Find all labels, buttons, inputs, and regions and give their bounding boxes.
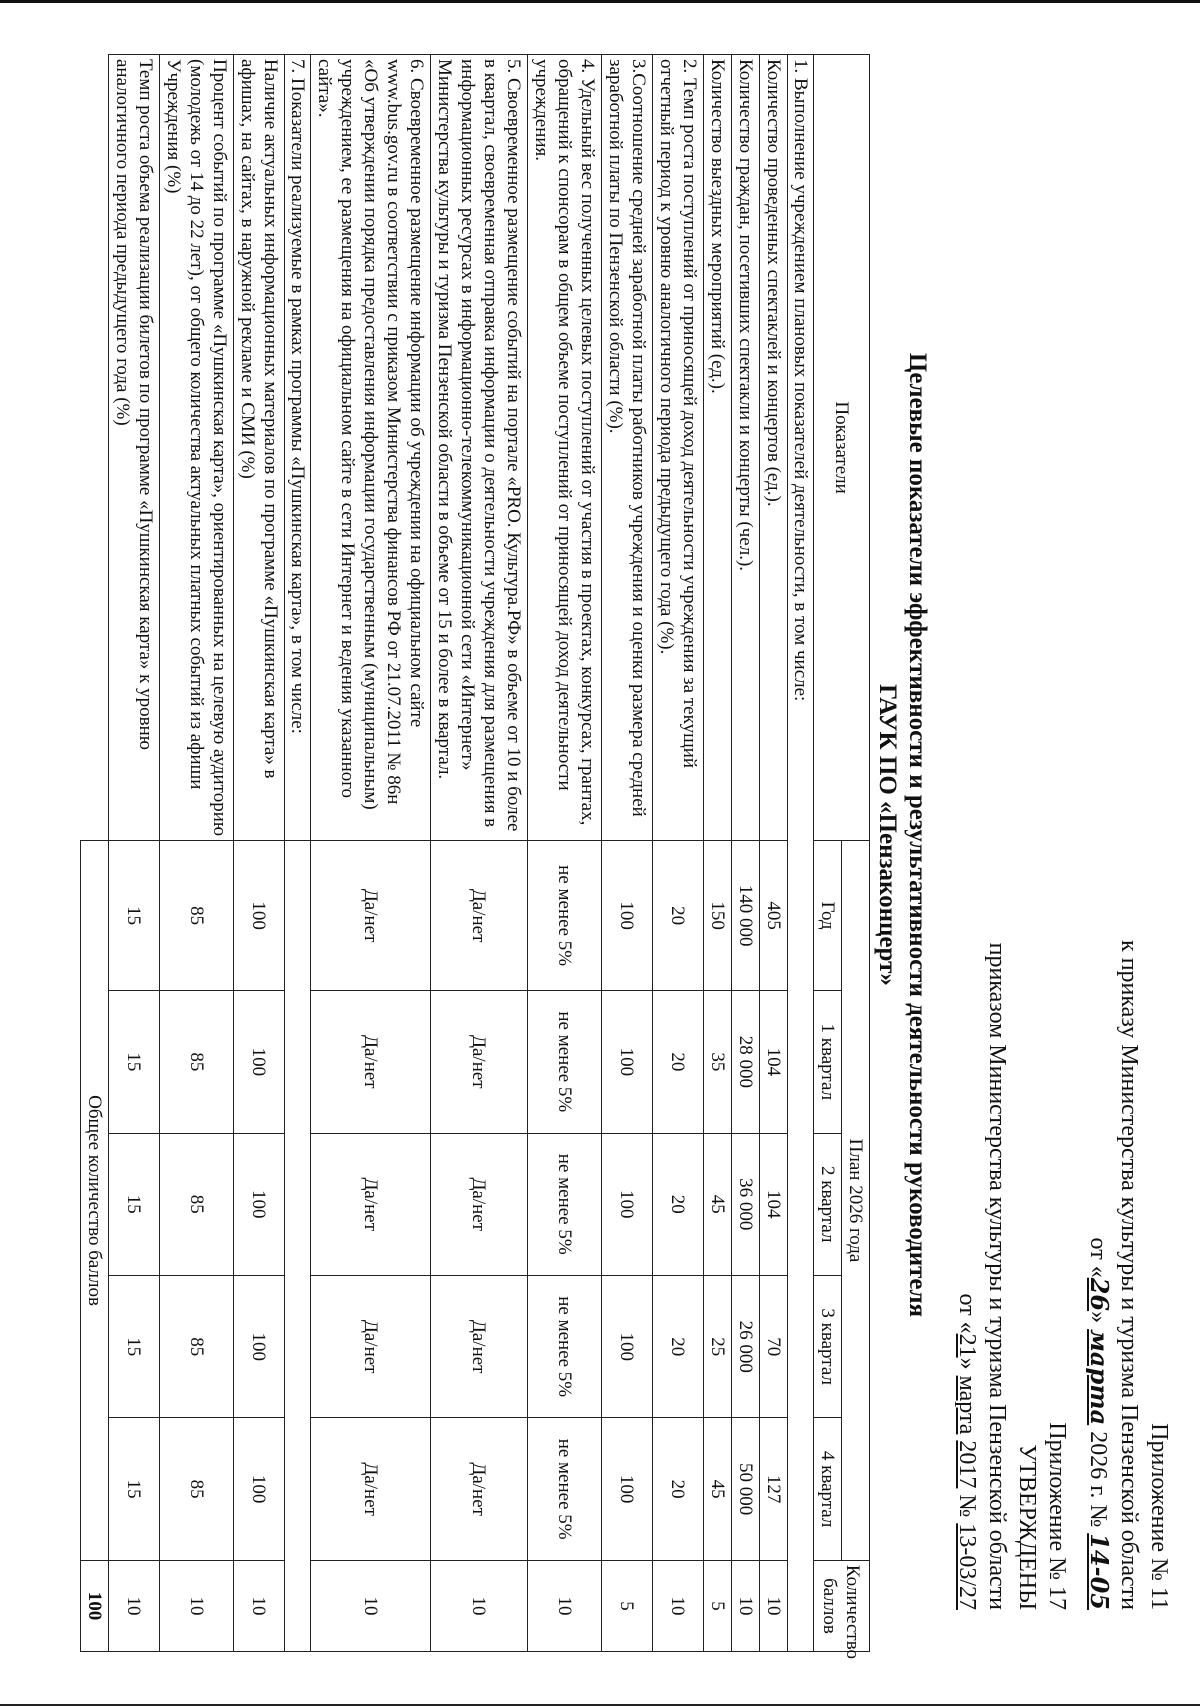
row-points: 5 (704, 1560, 732, 1651)
row-indicator: 2. Темп роста поступлений от приносящей доход деятельности учреждения за текущий отчетный период к уровню аналогичного периода предыдущего года (%). (653, 55, 704, 841)
header-q3: 3 квартал (814, 1275, 842, 1417)
row-q2: 15 (109, 1133, 160, 1275)
appendix-number: Приложение № 11 (1146, 1423, 1172, 1610)
row-q4: 100 (602, 1418, 653, 1560)
row-points: 10 (160, 1560, 234, 1651)
row-year: 405 (760, 841, 788, 991)
row-q1: Да/нет (311, 991, 431, 1133)
row-q4: 127 (760, 1418, 788, 1560)
approved-label: УТВЕРЖДЕНЫ (1014, 1444, 1040, 1610)
row-year: 100 (234, 841, 285, 991)
row-points: 10 (311, 1560, 431, 1651)
title-line-1: Целевые показатели эффективности и результативности деятельности руководителя (904, 352, 931, 1318)
row-q3: 20 (653, 1275, 704, 1417)
indicators-table (80, 54, 870, 1660)
row-indicator: Наличие актуальных информационных материалов по программе «Пушкинская карта» в афишах, на сайтах, в наружной рекламе и СМИ (%) (234, 55, 285, 841)
row-q1: 100 (234, 991, 285, 1133)
row-points: 5 (602, 1560, 653, 1651)
row-q3: Да/нет (431, 1275, 528, 1417)
row-year: 150 (704, 841, 732, 991)
row-q4: Да/нет (431, 1418, 528, 1560)
header-plan: План 2026 года (842, 841, 870, 1561)
row-indicator: Процент событий по программе «Пушкинская карта», ориентированных на целевую аудиторию (молодежь от 14 до 22 лет), от общего количества актуальных платных событий из афиши Учреждения (%) (160, 55, 234, 841)
row-indicator: Количество граждан, посетивших спектакли и концерты (чел.). (732, 55, 760, 841)
table-row (760, 55, 788, 1652)
row-q3: Да/нет (311, 1275, 431, 1417)
total-value: 100 (81, 1560, 109, 1651)
row-q3: не менее 5% (528, 1275, 602, 1417)
row-indicator: 4. Удельный вес полученных целевых поступлений от участия в проектах, конкурсах, грантах, обращений к спонсорам в общем объеме поступлений от приносящей доход деятельности учреждения. (528, 55, 602, 841)
total-row (81, 55, 109, 1652)
appendix-number-17: Приложение № 17 (1044, 1422, 1070, 1610)
row-indicator: 3.Соотношение средней заработной платы работников учреждения и оценки размера средней заработной платы по Пензенской области (%). (602, 55, 653, 841)
row-year: не менее 5% (528, 841, 602, 991)
row-q1: не менее 5% (528, 991, 602, 1133)
title-line-2: ГАУК ПО «Пензаконцерт» (874, 684, 901, 986)
document-title (872, 0, 932, 1670)
row-q4: 45 (704, 1418, 732, 1560)
table-row (602, 55, 653, 1652)
table-row (431, 55, 528, 1652)
row-points: 10 (732, 1560, 760, 1651)
section-title: 1. Выполнение учреждением плановых показателей деятельности, в том числе: (788, 55, 814, 1652)
total-empty (81, 55, 109, 841)
total-label: Общее количество баллов (81, 841, 109, 1561)
row-indicator: 5. Своевременное размещение событий на портале «PRO. Культура.РФ» в объеме от 10 и более в квартал, своевременная отправка информации о деятельности учреждения для размещения в информационных ресурсах в информационно-телекоммуникационной сети «Интернет» Министерства культуры и туризма Пензенской области в объеме от 15 и более в квартал. (431, 55, 528, 841)
row-points: 10 (234, 1560, 285, 1651)
row-year: Да/нет (311, 841, 431, 991)
row-indicator: 6. Своевременное размещение информации об учреждении на официальном сайте www.bus.gov.ru в соответствии с приказом Министерства финансов РФ от 21.07.2011 № 86н «Об утверждении порядка предоставления информации государственным (муниципальным) учреждением, ее размещения на официальном сайте в сети Интернет и ведения указанного сайта». (311, 55, 431, 841)
section-title: 7. Показатели реализуемые в рамках программы «Пушкинская карта», в том числе: (285, 55, 311, 841)
row-q4: 100 (234, 1418, 285, 1560)
row-q2: 45 (704, 1133, 732, 1275)
handwritten-day: 26 (1085, 1277, 1114, 1312)
row-points: 10 (653, 1560, 704, 1651)
row-q2: 100 (234, 1133, 285, 1275)
row-q2: не менее 5% (528, 1133, 602, 1275)
rotated-page (60, 0, 1200, 1670)
order-reference: к приказу Министерства культуры и туризма Пензенской области (1116, 940, 1142, 1610)
row-q3: 26 000 (732, 1275, 760, 1417)
row-q3: 100 (602, 1275, 653, 1417)
row-q4: 20 (653, 1418, 704, 1560)
row-q2: Да/нет (431, 1133, 528, 1275)
header-q4: 4 квартал (814, 1418, 842, 1560)
row-q1: 15 (109, 991, 160, 1133)
row-indicator: Темп роста объема реализации билетов по программе «Пушкинская карта» к уровню аналогичного периода предыдущего года (%) (109, 55, 160, 841)
table-row (528, 55, 602, 1652)
table-row (732, 55, 760, 1652)
row-year: 100 (602, 841, 653, 991)
row-q1: 28 000 (732, 991, 760, 1133)
table-row (234, 55, 285, 1652)
header-q1: 1 квартал (814, 991, 842, 1133)
row-q2: Да/нет (311, 1133, 431, 1275)
row-points: 10 (760, 1560, 788, 1651)
order-date-line: от «26» марта 2026 г. № 14-05 (1085, 1237, 1114, 1610)
header-q2: 2 квартал (814, 1133, 842, 1275)
row-q2: 100 (602, 1133, 653, 1275)
table-row (109, 55, 160, 1652)
table-row (160, 55, 234, 1652)
row-q4: 50 000 (732, 1418, 760, 1560)
header-indicators: Показатели (814, 55, 870, 841)
row-points: 10 (109, 1560, 160, 1651)
header-year: Год (814, 841, 842, 991)
row-q2: 104 (760, 1133, 788, 1275)
row-q1: 35 (704, 991, 732, 1133)
row-q3: 15 (109, 1275, 160, 1417)
row-q3: 85 (160, 1275, 234, 1417)
row-q4: Да/нет (311, 1418, 431, 1560)
row-year: 15 (109, 841, 160, 991)
row-q2: 85 (160, 1133, 234, 1275)
row-q4: не менее 5% (528, 1418, 602, 1560)
row-points: 10 (431, 1560, 528, 1651)
approved-date-line: от «21» марта 2017 № 13-03/27 (954, 1293, 980, 1610)
row-q4: 85 (160, 1418, 234, 1560)
table-row (311, 55, 431, 1652)
row-q3: 100 (234, 1275, 285, 1417)
header-row-1 (842, 55, 870, 1652)
row-q1: 85 (160, 991, 234, 1133)
row-year: 85 (160, 841, 234, 991)
section-empty (285, 841, 311, 1652)
row-year: 20 (653, 841, 704, 991)
row-q1: 20 (653, 991, 704, 1133)
approved-by-order: приказом Министерства культуры и туризма Пензенской области (984, 942, 1010, 1610)
row-q2: 36 000 (732, 1133, 760, 1275)
row-year: 140 000 (732, 841, 760, 991)
row-q4: 15 (109, 1418, 160, 1560)
row-year: Да/нет (431, 841, 528, 991)
row-indicator: Количество выездных мероприятий (ед.). (704, 55, 732, 841)
row-q3: 70 (760, 1275, 788, 1417)
row-indicator: Количество проведенных спектаклей и концертов (ед.). (760, 55, 788, 841)
appendix-header-top (1083, 940, 1174, 1610)
handwritten-month: марта (1085, 1329, 1114, 1426)
table-row (653, 55, 704, 1652)
handwritten-number: 14-05 (1085, 1533, 1114, 1610)
row-q1: 100 (602, 991, 653, 1133)
row-q3: 25 (704, 1275, 732, 1417)
row-points: 10 (528, 1560, 602, 1651)
section-row-1 (788, 55, 814, 1652)
row-q1: Да/нет (431, 991, 528, 1133)
row-q2: 20 (653, 1133, 704, 1275)
header-points: Количество баллов (814, 1560, 870, 1651)
section-row-7 (285, 55, 311, 1652)
row-q1: 104 (760, 991, 788, 1133)
table-row (704, 55, 732, 1652)
appendix-header-bottom (952, 943, 1072, 1610)
